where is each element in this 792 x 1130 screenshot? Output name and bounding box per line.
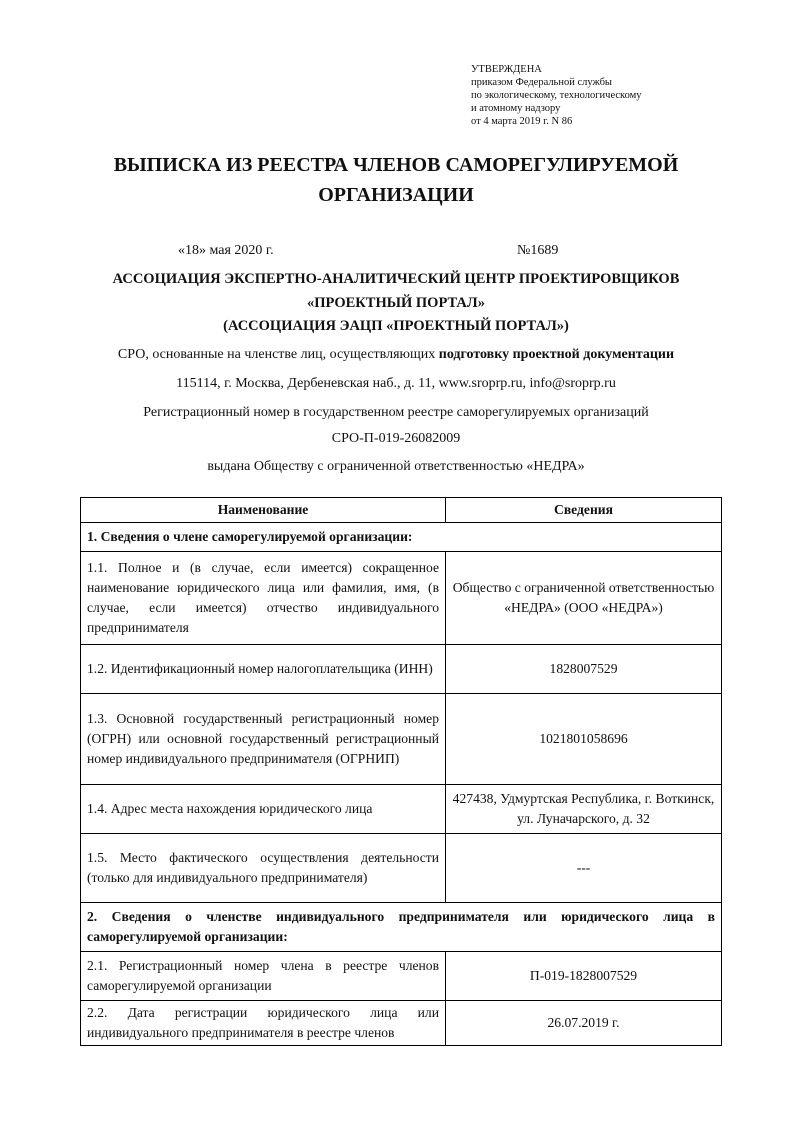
title-line-1: ВЫПИСКА ИЗ РЕЕСТРА ЧЛЕНОВ САМОРЕГУЛИРУЕМОЙ: [113, 154, 679, 176]
column-header-info: Сведения: [446, 498, 722, 523]
org-line-1: АССОЦИАЦИЯ ЭКСПЕРТНО-АНАЛИТИЧЕСКИЙ ЦЕНТР ПРОЕКТИРОВЩИКОВ: [112, 271, 680, 287]
table-row: [81, 785, 722, 834]
table-row: [81, 552, 722, 645]
sro-type-prefix: СРО, основанные на членстве лиц, осуществляющих: [117, 347, 439, 362]
row-2-2-name: 2.2. Дата регистрации юридического лица или индивидуального предпринимателя в реестре членов: [81, 1001, 446, 1046]
approval-line: УТВЕРЖДЕНА: [471, 64, 542, 75]
row-1-3-name: 1.3. Основной государственный регистрационный номер (ОГРН) или основной государственный регистрационный номер индивидуального предпринимателя (ОГРНИП): [81, 694, 446, 785]
section-row: [81, 523, 722, 552]
document-title: [60, 150, 732, 210]
sro-type: [40, 346, 752, 364]
row-2-1-name: 2.1. Регистрационный номер члена в реестре членов саморегулируемой организации: [81, 952, 446, 1001]
table-row: [81, 645, 722, 694]
approval-line: от 4 марта 2019 г. N 86: [471, 116, 573, 127]
table-row: [81, 694, 722, 785]
extract-number: №1689: [517, 243, 559, 258]
issued-to: выдана Обществу с ограниченной ответственностью «НЕДРА»: [207, 459, 585, 474]
approval-line: по экологическому, технологическому: [471, 90, 642, 101]
row-1-2-name: 1.2. Идентификационный номер налогоплательщика (ИНН): [81, 645, 446, 694]
registry-number: СРО-П-019-26082009: [331, 431, 461, 446]
issue-date: «18» мая 2020 г.: [178, 243, 274, 258]
sro-type-activity: подготовку проектной документации: [438, 347, 675, 362]
row-1-1-name: 1.1. Полное и (в случае, если имеется) сокращенное наименование юридического лица или фамилия, имя, (в случае, если имеется) отчество индивидуального предпринимателя: [81, 552, 446, 645]
org-line-2: «ПРОЕКТНЫЙ ПОРТАЛ»: [307, 294, 485, 311]
section-2-title: 2. Сведения о членстве индивидуального предпринимателя или юридического лица в саморегулируемой организации:: [81, 903, 722, 952]
organization-name: [60, 268, 732, 339]
approval-stamp: [471, 63, 642, 128]
table-row: [81, 1001, 722, 1046]
row-2-2-value: 26.07.2019 г.: [446, 1001, 722, 1046]
section-row: [81, 903, 722, 952]
row-1-4-name: 1.4. Адрес места нахождения юридического лица: [81, 785, 446, 834]
approval-line: приказом Федеральной службы: [471, 77, 612, 88]
table-header-row: [81, 498, 722, 523]
table-row: [81, 834, 722, 903]
org-address: 115114, г. Москва, Дербеневская наб., д. 11, www.sroprp.ru, info@sroprp.ru: [176, 376, 616, 391]
org-line-3: (АССОЦИАЦИЯ ЭАЦП «ПРОЕКТНЫЙ ПОРТАЛ»): [223, 318, 569, 334]
section-1-title: 1. Сведения о члене саморегулируемой организации:: [81, 523, 722, 552]
row-1-2-value: 1828007529: [446, 645, 722, 694]
column-header-name: Наименование: [81, 498, 446, 523]
row-1-5-value: ---: [446, 834, 722, 903]
row-1-4-value: 427438, Удмуртская Республика, г. Воткинск, ул. Луначарского, д. 32: [446, 785, 722, 834]
table-row: [81, 952, 722, 1001]
row-1-1-value: Общество с ограниченной ответственностью «НЕДРА» (ООО «НЕДРА»): [446, 552, 722, 645]
title-line-2: ОРГАНИЗАЦИИ: [318, 184, 474, 206]
row-1-3-value: 1021801058696: [446, 694, 722, 785]
row-1-5-name: 1.5. Место фактического осуществления деятельности (только для индивидуального предпринимателя): [81, 834, 446, 903]
registry-text: Регистрационный номер в государственном реестре саморегулируемых организаций: [143, 405, 649, 420]
members-table: [80, 497, 722, 1046]
row-2-1-value: П-019-1828007529: [446, 952, 722, 1001]
approval-line: и атомному надзору: [471, 103, 561, 114]
